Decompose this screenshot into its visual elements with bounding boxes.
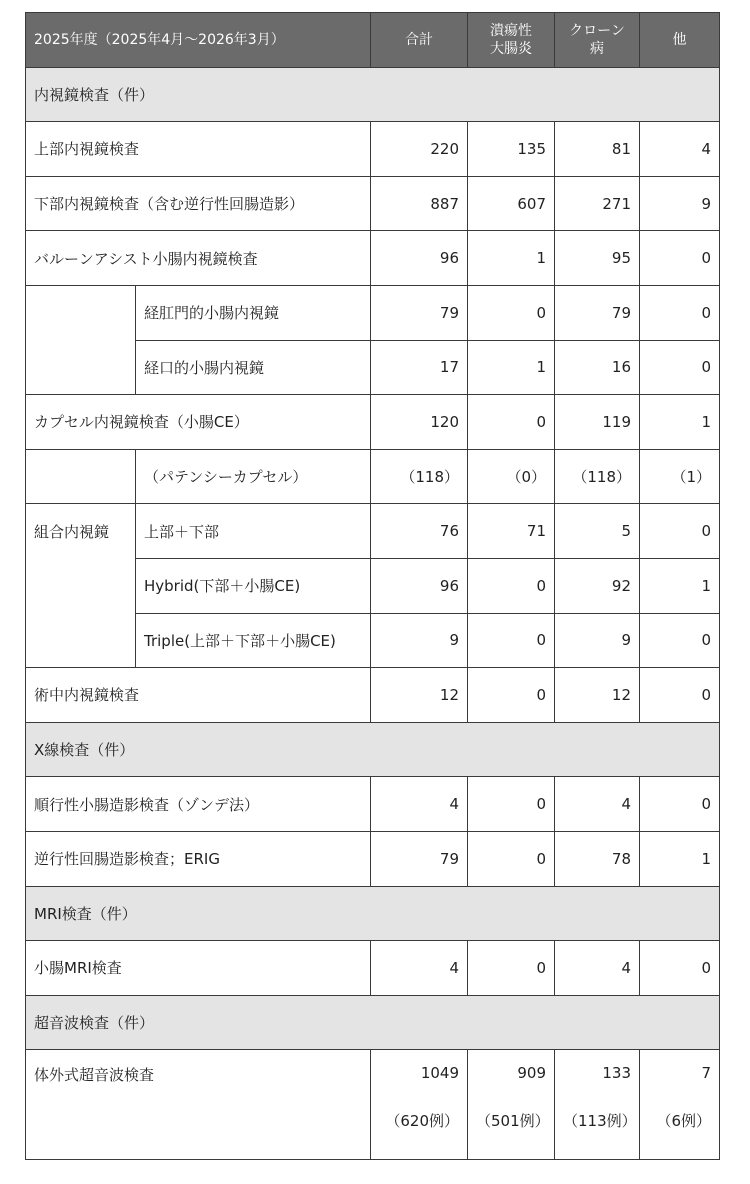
cell-total: 120	[371, 395, 468, 450]
cell-uc: 0	[468, 941, 555, 996]
cell-uc: 0	[468, 777, 555, 832]
cell-other: 9	[640, 176, 720, 231]
cell-uc: 0	[468, 831, 555, 886]
row-label: 小腸MRI検査	[26, 941, 371, 996]
uc-header	[468, 13, 555, 68]
case-count: （501例）	[476, 1112, 550, 1131]
cell-cd: 4	[555, 941, 640, 996]
cell-cd: 79	[555, 285, 640, 340]
count-value: 909	[517, 1064, 547, 1083]
table-row	[26, 1050, 720, 1160]
cell-cd: 81	[555, 122, 640, 177]
cell-total: 887	[371, 176, 468, 231]
cell-cd: 5	[555, 504, 640, 559]
other-header: 他	[640, 13, 720, 68]
table-row	[26, 668, 720, 723]
row-label: （パテンシーカプセル）	[136, 449, 371, 504]
cell-uc: 1	[468, 340, 555, 395]
cell-total: 96	[371, 231, 468, 286]
cell-uc: （0）	[468, 449, 555, 504]
case-count: （6例）	[656, 1112, 712, 1131]
cell-other: 4	[640, 122, 720, 177]
row-label: 下部内視鏡検査（含む逆行性回腸造影）	[26, 176, 371, 231]
cell-other: （1）	[640, 449, 720, 504]
cell-cd: 4	[555, 777, 640, 832]
cell-uc: 0	[468, 613, 555, 668]
row-label: 順行性小腸造影検査（ゾンデ法）	[26, 777, 371, 832]
cell-cd: 92	[555, 558, 640, 613]
indent-cell	[26, 449, 136, 504]
row-label: バルーンアシスト小腸内視鏡検査	[26, 231, 371, 286]
table-row	[26, 122, 720, 177]
section-title-endoscopy: 内視鏡検査（件）	[26, 67, 720, 122]
cell-uc: 607	[468, 176, 555, 231]
cell-cd: 9	[555, 613, 640, 668]
cell-total: 4	[371, 941, 468, 996]
cell-other: 0	[640, 613, 720, 668]
cell-cd: 95	[555, 231, 640, 286]
cell-total: 96	[371, 558, 468, 613]
count-value: 7	[701, 1064, 712, 1083]
cell-total: 4	[371, 777, 468, 832]
cell-other	[640, 1050, 720, 1160]
cell-total: 9	[371, 613, 468, 668]
table-row	[26, 941, 720, 996]
cell-total: 17	[371, 340, 468, 395]
row-label: 上部＋下部	[136, 504, 371, 559]
cell-other: 1	[640, 395, 720, 450]
row-label: 上部内視鏡検査	[26, 122, 371, 177]
cell-other: 0	[640, 668, 720, 723]
table-row	[26, 395, 720, 450]
table-row	[26, 176, 720, 231]
cell-uc: 135	[468, 122, 555, 177]
cell-other: 1	[640, 831, 720, 886]
section-row	[26, 886, 720, 941]
table-row	[26, 285, 720, 340]
exam-statistics-table	[25, 12, 720, 1160]
cell-total: （118）	[371, 449, 468, 504]
section-title-ultrasound: 超音波検査（件）	[26, 995, 720, 1050]
section-row	[26, 995, 720, 1050]
table-row	[26, 777, 720, 832]
cell-cd: 12	[555, 668, 640, 723]
case-count: （620例）	[385, 1112, 460, 1131]
total-header: 合計	[371, 13, 468, 68]
cell-uc: 71	[468, 504, 555, 559]
uc-header-line2: 大腸炎	[490, 40, 533, 57]
case-count: （113例）	[563, 1112, 637, 1131]
indent-cell	[26, 285, 136, 394]
count-value: 133	[602, 1064, 632, 1083]
table-row	[26, 449, 720, 504]
cell-uc: 0	[468, 285, 555, 340]
header-row	[26, 13, 720, 68]
section-title-mri: MRI検査（件）	[26, 886, 720, 941]
table-row	[26, 504, 720, 559]
section-row	[26, 67, 720, 122]
cell-total: 76	[371, 504, 468, 559]
cell-uc: 0	[468, 395, 555, 450]
cell-total: 220	[371, 122, 468, 177]
cell-cd: 16	[555, 340, 640, 395]
row-label: Hybrid(下部＋小腸CE)	[136, 558, 371, 613]
cell-uc: 0	[468, 668, 555, 723]
cell-total: 79	[371, 831, 468, 886]
cell-uc: 1	[468, 231, 555, 286]
cell-cd: 78	[555, 831, 640, 886]
cell-cd	[555, 1050, 640, 1160]
cd-header-line2: 病	[590, 40, 605, 57]
cell-other: 0	[640, 231, 720, 286]
cd-header-line1: クローン	[569, 22, 625, 39]
row-label: 逆行性回腸造影検査；ERIG	[26, 831, 371, 886]
row-label: カプセル内視鏡検査（小腸CE）	[26, 395, 371, 450]
cell-total	[371, 1050, 468, 1160]
cell-cd: （118）	[555, 449, 640, 504]
cd-header	[555, 13, 640, 68]
table-row	[26, 231, 720, 286]
period-header: 2025年度（2025年4月～2026年3月）	[26, 13, 371, 68]
cell-cd: 119	[555, 395, 640, 450]
section-row	[26, 722, 720, 777]
cell-other: 0	[640, 340, 720, 395]
cell-other: 0	[640, 777, 720, 832]
uc-header-line1: 潰瘍性	[490, 22, 533, 39]
cell-uc	[468, 1050, 555, 1160]
cell-total: 79	[371, 285, 468, 340]
row-label: Triple(上部＋下部＋小腸CE)	[136, 613, 371, 668]
cell-cd: 271	[555, 176, 640, 231]
section-title-xray: X線検査（件）	[26, 722, 720, 777]
row-label: 経肛門的小腸内視鏡	[136, 285, 371, 340]
table-row	[26, 831, 720, 886]
group-label: 組合内視鏡	[26, 504, 136, 668]
cell-other: 0	[640, 285, 720, 340]
cell-other: 0	[640, 941, 720, 996]
cell-other: 0	[640, 504, 720, 559]
cell-other: 1	[640, 558, 720, 613]
cell-total: 12	[371, 668, 468, 723]
row-label: 術中内視鏡検査	[26, 668, 371, 723]
cell-uc: 0	[468, 558, 555, 613]
row-label: 体外式超音波検査	[26, 1050, 371, 1160]
count-value: 1049	[420, 1064, 460, 1083]
row-label: 経口的小腸内視鏡	[136, 340, 371, 395]
